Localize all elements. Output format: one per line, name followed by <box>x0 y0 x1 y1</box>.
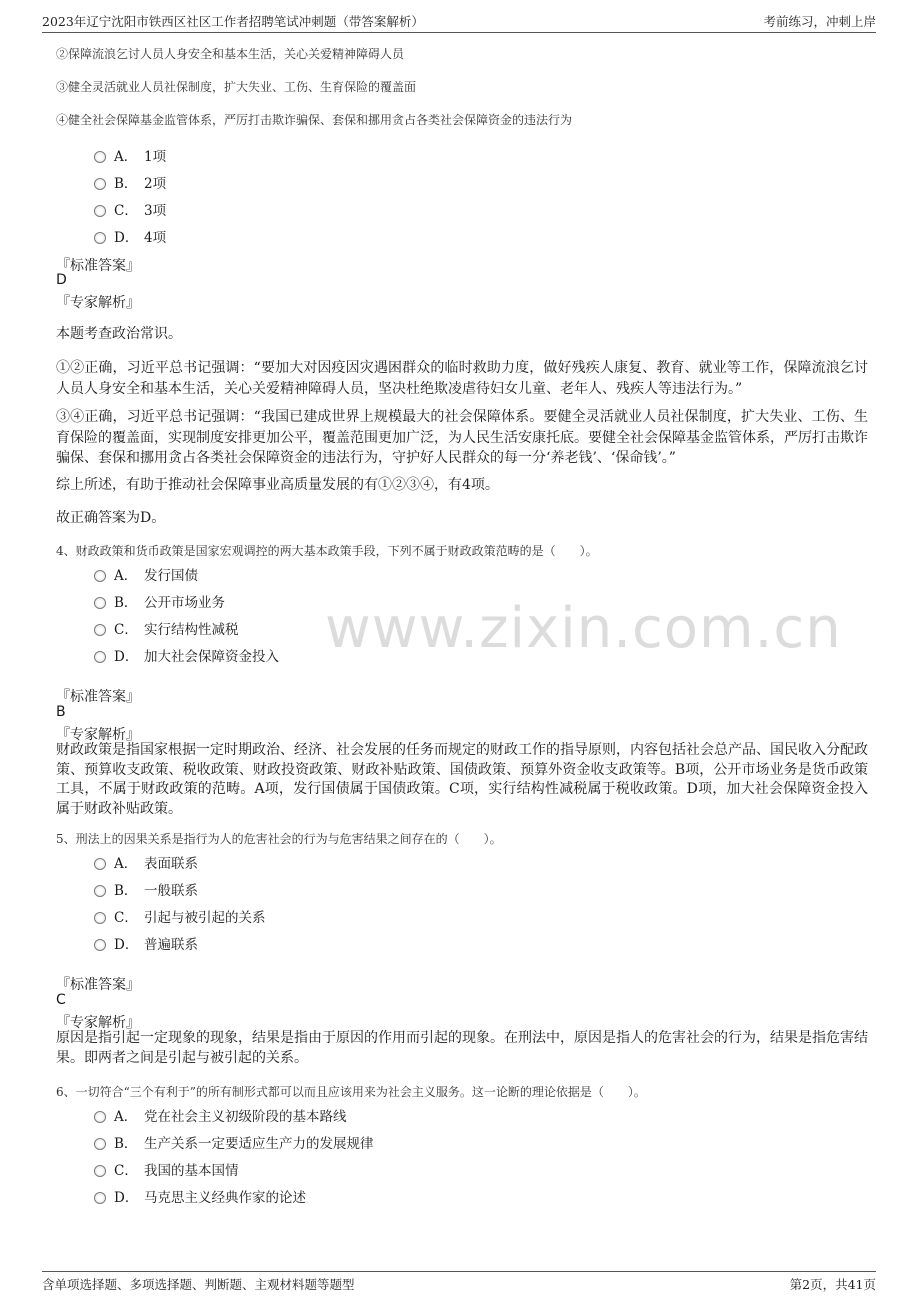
answer-value: C <box>56 992 66 1008</box>
question-6: 6、一切符合“三个有利于”的所有制形式都可以而且应该用来为社会主义服务。这一论断的理论依据是（ ）。 <box>56 1085 646 1099</box>
radio-button-icon[interactable] <box>94 178 106 190</box>
analysis-label: 『专家解析』 <box>56 727 140 743</box>
radio-button-icon[interactable] <box>94 205 106 217</box>
q5-option-d[interactable]: D． 普遍联系 <box>94 933 198 953</box>
radio-button-icon[interactable] <box>94 151 106 163</box>
q4-option-c[interactable]: C． 实行结构性减税 <box>94 618 239 638</box>
q6-option-d[interactable]: D． 马克思主义经典作家的论述 <box>94 1186 306 1206</box>
page-footer <box>42 1271 876 1296</box>
analysis-paragraph: 原因是指引起一定现象的现象，结果是指由于原因的作用而引起的现象。在刑法中，原因是指人的危害社会的行为，结果是指危害结果。即两者之间是引起与被引起的关系。 <box>56 1030 868 1066</box>
radio-button-icon[interactable] <box>94 939 106 951</box>
answer-value: B <box>56 704 66 720</box>
header-slogan: 考前练习，冲刺上岸 <box>763 14 876 29</box>
q3-option-c[interactable]: C． 3项 <box>94 199 166 219</box>
radio-button-icon[interactable] <box>94 858 106 870</box>
q5-option-c[interactable]: C． 引起与被引起的关系 <box>94 906 266 926</box>
analysis-paragraph: 故正确答案为D。 <box>56 510 166 526</box>
radio-button-icon[interactable] <box>94 912 106 924</box>
document-title: 2023年辽宁沈阳市铁西区社区工作者招聘笔试冲刺题（带答案解析） <box>42 14 424 29</box>
question-4: 4、财政政策和货币政策是国家宏观调控的两大基本政策手段，下列不属于财政政策范畴的是（ ）。 <box>56 544 598 558</box>
q3-option-d[interactable]: D． 4项 <box>94 226 166 246</box>
answer-value: D <box>56 272 67 288</box>
q4-option-b[interactable]: B． 公开市场业务 <box>94 591 225 611</box>
radio-button-icon[interactable] <box>94 570 106 582</box>
radio-button-icon[interactable] <box>94 597 106 609</box>
q6-option-c[interactable]: C． 我国的基本国情 <box>94 1159 239 1179</box>
statement-2: ②保障流浪乞讨人员人身安全和基本生活，关心关爱精神障碍人员 <box>56 47 405 61</box>
analysis-paragraph: ①②正确，习近平总书记强调：“要加大对因疫因灾遇困群众的临时救助力度，做好残疾人康复、教育、就业等工作，保障流浪乞讨人员人身安全和基本生活，关心关爱精神障碍人员，坚决杜绝欺凌虐待妇女儿童、老年人、残疾人等违法行为。” <box>56 360 868 397</box>
answer-label: 『标准答案』 <box>56 689 140 705</box>
radio-button-icon[interactable] <box>94 651 106 663</box>
analysis-paragraph: 本题考查政治常识。 <box>56 326 182 342</box>
q5-option-a[interactable]: A． 表面联系 <box>94 852 198 872</box>
page-number: 第2页，共41页 <box>789 1277 876 1292</box>
answer-label: 『标准答案』 <box>56 258 140 274</box>
radio-button-icon[interactable] <box>94 232 106 244</box>
q6-option-b[interactable]: B． 生产关系一定要适应生产力的发展规律 <box>94 1132 374 1152</box>
answer-label: 『标准答案』 <box>56 977 140 993</box>
q3-option-a[interactable]: A． 1项 <box>94 145 166 165</box>
analysis-paragraph: 综上所述，有助于推动社会保障事业高质量发展的有①②③④，有4项。 <box>56 477 499 493</box>
watermark: www.zixin.com.cn <box>325 596 842 661</box>
radio-button-icon[interactable] <box>94 885 106 897</box>
q3-option-b[interactable]: B． 2项 <box>94 172 166 192</box>
page-header <box>42 10 876 33</box>
analysis-label: 『专家解析』 <box>56 1015 140 1031</box>
analysis-paragraph: ③④正确，习近平总书记强调：“我国已建成世界上规模最大的社会保障体系。要健全灵活就业人员社保制度，扩大失业、工伤、生育保险的覆盖面，实现制度安排更加公平，覆盖范围更加广泛，为人民生活安康托底。要健全社会保障基金监管体系，严厉打击欺诈骗保、套保和挪用贪占各类社会保障资金的违法行为，守护好人民群众的每一分‘养老钱’、‘保命钱’。” <box>56 409 868 466</box>
radio-button-icon[interactable] <box>94 1192 106 1204</box>
analysis-label: 『专家解析』 <box>56 295 140 311</box>
footer-note: 含单项选择题、多项选择题、判断题、主观材料题等题型 <box>42 1277 355 1292</box>
statement-3: ③健全灵活就业人员社保制度，扩大失业、工伤、生育保险的覆盖面 <box>56 80 417 94</box>
radio-button-icon[interactable] <box>94 1138 106 1150</box>
q4-option-a[interactable]: A． 发行国债 <box>94 564 198 584</box>
radio-button-icon[interactable] <box>94 1111 106 1123</box>
radio-button-icon[interactable] <box>94 1165 106 1177</box>
q5-option-b[interactable]: B． 一般联系 <box>94 879 198 899</box>
q6-option-a[interactable]: A． 党在社会主义初级阶段的基本路线 <box>94 1105 347 1125</box>
radio-button-icon[interactable] <box>94 624 106 636</box>
question-5: 5、刑法上的因果关系是指行为人的危害社会的行为与危害结果之间存在的（ ）。 <box>56 832 502 846</box>
q4-option-d[interactable]: D． 加大社会保障资金投入 <box>94 645 279 665</box>
statement-4: ④健全社会保障基金监管体系，严厉打击欺诈骗保、套保和挪用贪占各类社会保障资金的违法行为 <box>56 113 573 127</box>
analysis-paragraph: 财政政策是指国家根据一定时期政治、经济、社会发展的任务而规定的财政工作的指导原则，内容包括社会总产品、国民收入分配政策、预算收支政策、税收政策、财政投资政策、财政补贴政策、国债政策、预算外资金收支政策等。B项，公开市场业务是货币政策工具，不属于财政政策的范畴。A项，发行国债属于国债政策。C项，实行结构性减税属于税收政策。D项，加大社会保障资金投入属于财政补贴政策。 <box>56 742 868 817</box>
